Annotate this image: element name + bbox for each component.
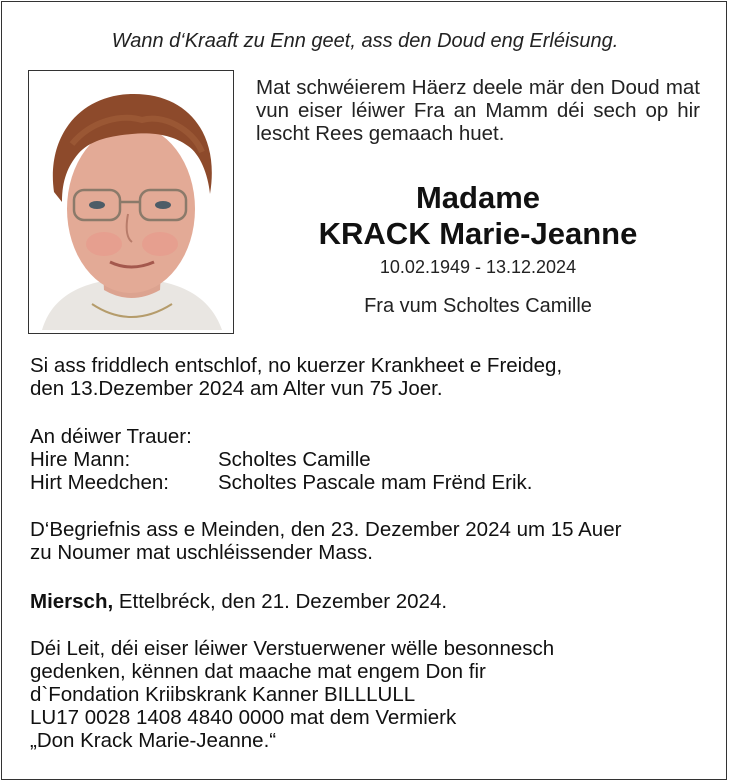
motto: Wann d‘Kraaft zu Enn geet, ass den Doud eng Erléisung. [111,30,619,52]
life-dates: 10.02.1949 - 13.12.2024 [379,257,577,277]
place-date-rest: Ettelbréck, den 21. Dezember 2024. [113,590,448,613]
passing-line: den 13.Dezember 2024 am Alter vun 75 Joer. [30,377,443,400]
funeral-paragraph [30,518,720,564]
donation-line: d`Fondation Kriibskrank Kanner BILLLULL [30,683,416,706]
mourner-label: Hirt Meedchen: [30,471,170,494]
place-date-line [30,590,720,613]
donation-paragraph [30,637,720,752]
funeral-line: zu Noumer mat uschléissender Mass. [30,541,373,564]
mourner-name: Scholtes Camille [218,448,371,471]
spouse-line: Fra vum Scholtes Camille [364,295,592,317]
intro-text: Mat schwéierem Häerz deele mär den Doud mat vun eiser léiwer Fra an Mamm déi sech op hir lescht Rees gemaach huet. [256,76,700,145]
donation-line: gedenken, kënnen dat maache mat engem Don fir [30,660,486,683]
donation-line: „Don Krack Marie-Jeanne.“ [30,729,277,752]
passing-paragraph [30,354,720,400]
deceased-name-block [256,180,700,252]
deceased-title: Madame [415,180,541,215]
mourner-name: Scholtes Pascale mam Frënd Erik. [218,471,533,494]
deceased-name: KRACK Marie-Jeanne [318,216,638,251]
portrait-image [32,74,230,330]
place-name: Miersch, [30,590,114,613]
mourners-section [30,425,720,494]
donation-line: LU17 0028 1408 4840 0000 mat dem Vermierk [30,706,457,729]
mourner-label: Hire Mann: [30,448,131,471]
mourner-row [30,448,720,471]
donation-line: Déi Leit, déi eiser léiwer Verstuerwener wëlle besonnesch [30,637,555,660]
funeral-line: D‘Begriefnis ass e Meinden, den 23. Dezember 2024 um 15 Auer [30,518,622,541]
mourner-row [30,471,720,494]
passing-line: Si ass friddlech entschlof, no kuerzer Krankheet e Freideg, [30,354,563,377]
mourners-heading: An déiwer Trauer: [30,425,192,448]
portrait-photo [28,70,234,334]
